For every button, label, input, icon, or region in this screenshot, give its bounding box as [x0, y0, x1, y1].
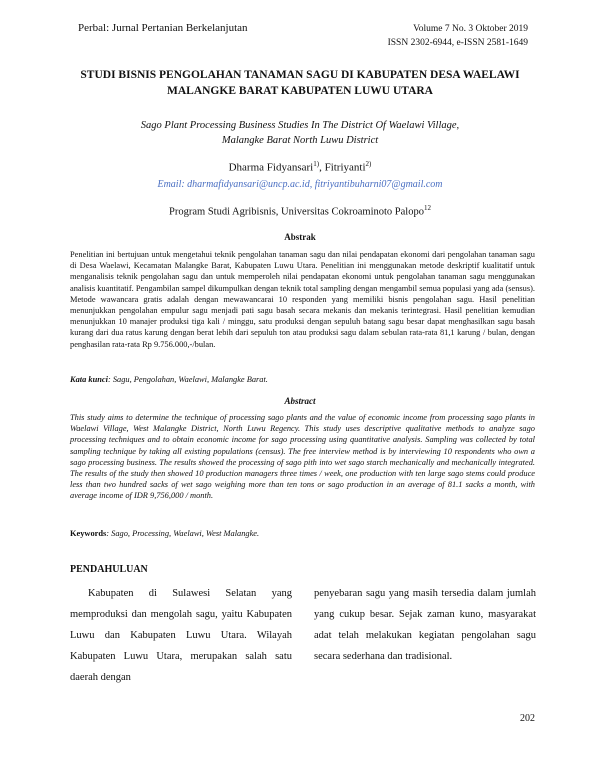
body-left-column: Kabupaten di Sulawesi Selatan yang memproduksi dan mengolah sagu, yaitu Kabupaten Luwu dan Kabupaten Luwu Utara. Wilayah Kabupaten Luwu Utara, merupakan salah satu daerah dengan	[70, 588, 292, 683]
subtitle-line-2: Malangke Barat North Luwu District	[221, 135, 379, 146]
affiliation-text: Program Studi Agribisnis, Universitas Cokroaminoto Palopo	[169, 206, 424, 218]
page-number: 202	[520, 713, 535, 724]
abstract-id-heading: Abstrak	[284, 232, 316, 242]
author-email[interactable]: Email: dharmafidyansari@uncp.ac.id, fitriyantibuharni07@gmail.com	[157, 179, 443, 190]
author-2: , Fitriyanti	[319, 161, 366, 174]
author-2-sup: 2)	[365, 160, 372, 168]
author-1: Dharma Fidyansari	[228, 161, 314, 174]
title-line-1: STUDI BISNIS PENGOLAHAN TANAMAN SAGU DI KABUPATEN DESA WAELAWI	[80, 69, 520, 81]
keywords-en	[70, 529, 259, 538]
keywords-id-label: Kata kunci	[70, 375, 108, 384]
issue-info	[388, 22, 528, 50]
author-1-sup: 1)	[313, 160, 320, 168]
keywords-en-list: : Sago, Processing, Waelawi, West Malangke.	[106, 529, 260, 538]
author-list	[0, 160, 600, 174]
subtitle-line-1: Sago Plant Processing Business Studies In The District Of Waelawi Village,	[140, 120, 460, 131]
journal-name: Perbal: Jurnal Pertanian Berkelanjutan	[78, 22, 248, 34]
abstract-en-heading: Abstract	[284, 396, 316, 406]
paper-subtitle	[80, 118, 520, 148]
volume-info: Volume 7 No. 3 Oktober 2019	[413, 24, 528, 34]
affiliation	[0, 204, 600, 218]
keywords-en-label: Keywords	[70, 529, 107, 538]
paper-title	[60, 67, 540, 99]
body-right-column: penyebaran sagu yang masih tersedia dalam jumlah yang cukup besar. Sejak zaman kuno, masyarakat adat telah melakukan kegiatan pengolahan sagu secara sederhana dan tradisional.	[314, 588, 536, 662]
keywords-id	[70, 375, 268, 384]
abstract-en-text: This study aims to determine the technique of processing sago plants and the value of economic income from processing sago plants in Waelawi Village, West Malangke District, North Luwu Regency. This study uses descriptive qualitative methods to analyze sago processing techniques and to obtain economic income for sago processing using quantitative analysis. Sampling was collected by total sampling technique by taking all existing populations (census). The free interview method is by interviewing 10 respondents who own a sago processing business. The results showed the processing of sago pith into wet sago starch mechanically and mechanically integrated. The results of the study then showed 10 production managers three times / week, one production with ten large sago stems could produce less than two hundred sacks of wet sago weighing more than ten tons or sago production in an average of 81.1 sacks a month, with average income of IDR 9,756,000 / month.	[70, 413, 535, 501]
keywords-id-list: : Sagu, Pengolahan, Waelawi, Malangke Barat.	[107, 375, 268, 384]
title-line-2: MALANGKE BARAT KABUPATEN LUWU UTARA	[166, 85, 433, 97]
affiliation-sup: 12	[423, 204, 431, 212]
abstract-id-text: Penelitian ini bertujuan untuk mengetahui teknik pengolahan tanaman sagu dan nilai pendapatan ekonomi dari pengolahan tanaman sagu di Desa Waelawi, Kecamatan Malangke Barat, Kabupaten Luwu Utara. Penelitian ini menggunakan metode deskriptif kualitatif untuk menganalisis teknik pengolahan sagu dan untuk memperoleh nilai pendapatan ekonomi untuk pengolahan tanaman sagu menggunakan analisis kuantitatif. Pengambilan sampel dikumpulkan dengan teknik total sampling dengan mengambil semua populasi yang ada (sensus). Metode wawancara gratis adalah dengan mewawancarai 10 responden yang memiliki bisnis pengolahan sagu. Hasil penelitian menunjukkan pengolahan empulur sagu menjadi pati sagu basah secara mekanis dan mekanis terintegrasi. Hasil penelitian kemudian menunjukkan 10 manajer produksi tiga kali / minggu, satu produksi dengan sepuluh batang sagu besar dapat menghasilkan sagu basah kurang dari dua ratus karung dengan berat lebih dari sepuluh ton atau produksi sagu dalam sebulan rata-rata 81,1 karung / bulan, dengan penghasilan rata-rata Rp 9.756.000,-/bulan.	[70, 250, 535, 349]
section-heading: PENDAHULUAN	[70, 564, 148, 575]
issn-info: ISSN 2302-6944, e-ISSN 2581-1649	[387, 38, 528, 48]
